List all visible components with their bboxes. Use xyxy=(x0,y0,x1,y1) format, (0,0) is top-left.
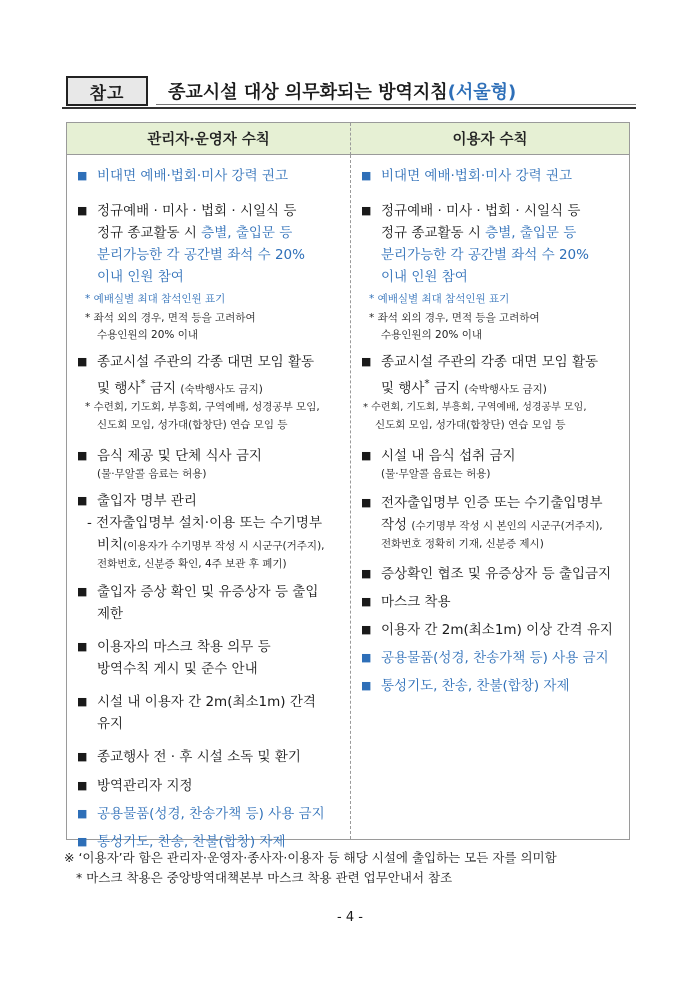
note: * 예배실별 최대 참석인원 표기 xyxy=(85,293,226,305)
square-bullet-icon: ■ xyxy=(77,204,88,217)
header-rule xyxy=(62,107,636,109)
column-header-manager: 관리자·운영자 수칙 xyxy=(67,123,351,155)
note: (물·무알콜 음료는 허용) xyxy=(97,468,207,480)
square-bullet-icon: ■ xyxy=(77,585,88,598)
note: 신도회 모임, 성가대(합창단) 연습 모임 등 xyxy=(97,419,288,431)
note: (물·무알콜 음료는 허용) xyxy=(381,468,491,480)
column-divider xyxy=(350,155,351,839)
note: 전화번호 정확히 기재, 신분증 제시) xyxy=(381,538,544,550)
section-header xyxy=(62,74,636,110)
square-bullet-icon: ■ xyxy=(361,679,372,692)
note: * 좌석 외의 경우, 면적 등을 고려하여 xyxy=(85,312,256,324)
square-bullet-icon: ■ xyxy=(77,695,88,708)
square-bullet-icon: ■ xyxy=(361,449,372,462)
square-bullet-icon: ■ xyxy=(361,595,372,608)
square-bullet-icon: ■ xyxy=(361,567,372,580)
list-item-detail: - 전자출입명부 설치·이용 또는 수기명부 xyxy=(87,515,322,531)
square-bullet-icon: ■ xyxy=(361,623,372,636)
square-bullet-icon: ■ xyxy=(361,355,372,368)
footnote: * 마스크 착용은 중앙방역대책본부 마스크 착용 관련 업무안내서 참조 xyxy=(76,870,453,885)
square-bullet-icon: ■ xyxy=(361,204,372,217)
reference-tag: 참고 xyxy=(66,76,148,106)
square-bullet-icon: ■ xyxy=(77,807,88,820)
square-bullet-icon: ■ xyxy=(77,750,88,763)
square-bullet-icon: ■ xyxy=(77,835,88,848)
note: 수용인원의 20% 이내 xyxy=(381,329,483,341)
square-bullet-icon: ■ xyxy=(77,640,88,653)
square-bullet-icon: ■ xyxy=(361,169,372,182)
title-main: 종교시설 대상 의무화되는 방역지침 xyxy=(168,82,448,103)
list-item-detail: 비치(이용자가 수기명부 작성 시 시군구(거주지), xyxy=(97,537,325,553)
note: * 수련회, 기도회, 부흥회, 구역예배, 성경공부 모임, xyxy=(85,401,320,413)
page-number: - 4 - xyxy=(337,910,363,925)
note: 수용인원의 20% 이내 xyxy=(97,329,199,341)
square-bullet-icon: ■ xyxy=(77,779,88,792)
square-bullet-icon: ■ xyxy=(361,651,372,664)
square-bullet-icon: ■ xyxy=(77,355,88,368)
header-rule-thin xyxy=(156,104,636,105)
note: 신도회 모임, 성가대(합창단) 연습 모임 등 xyxy=(375,419,566,431)
square-bullet-icon: ■ xyxy=(77,494,88,507)
note: * 좌석 외의 경우, 면적 등을 고려하여 xyxy=(369,312,540,324)
page-title xyxy=(168,78,516,104)
note: * 예배실별 최대 참석인원 표기 xyxy=(369,293,510,305)
column-header-user: 이용자 수칙 xyxy=(351,123,629,155)
square-bullet-icon: ■ xyxy=(77,169,88,182)
rules-table: 관리자·운영자 수칙 이용자 수칙 ■ 비대면 예배·법회·미사 강력 권고 ■ 정규예배 · 미사 · 법회 · 시일식 등 정규 종교활동 시 층별, 출입문 등 분리가능한 각 공간별 좌석 수 20% 이내 인원 참여 * 예배실별 최대 참석인원 표기 * 좌석 외의 경우, 면적 등을 고려하여 수용인원의 20% 이내 ■ 종교시설 주관의 각종 대면 모임 활동 및 행사* 금지 (숙박행사도 금지) * 수련회, 기도회, 부흥회, 구역예배, 성경공부 모임, 신도회 모임, 성가대(합창단) 연습 모임 등 ■ 음식 제공 및 단체 식사 금지 (물·무알콜 음료는 허용) ■ 출입자 명부 관리 - 전자출입명부 설치·이용 또는 수기명부 비치(이용자가 수기명부 작성 시 시군구(거주지), 전화번호, 신분증 확인, 4주 보관 후 폐기) ■ 출입자 증상 확인 및 유증상자 등 출입 제한 ■ 이용자의 마스크 착용 의무 등 방역수칙 게시 및 준수 안내 ■ 시설 내 이용자 간 2m(최소1m) 간격 유지 ■ 종교행사 전 · 후 시설 소독 및 환기 ■ 방역관리자 지정 ■ 공용물품(성경, 찬송가책 등) 사용 금지 ■ 통성기도, 찬송, 찬불(합창) 자제 ■ 비대면 예배·법회·미사 강력 권고 ■ 정규예배 · 미사 · 법회 · 시일식 등 정규 종교활동 시 층별, 출입문 등 분리가능한 각 공간별 좌석 수 20% 이내 인원 참여 * 예배실별 최대 참석인원 표기 * 좌석 외의 경우, 면적 등을 고려하여 수용인원의 20% 이내 ■ 종교시설 주관의 각종 대면 모임 활동 및 행사* 금지 (숙박행사도 금지) * 수련회, 기도회, 부흥회, 구역예배, 성경공부 모임, 신도회 모임, 성가대(합창단) 연습 모임 등 ■ 시설 내 음식 섭취 금지 (물·무알콜 음료는 허용) ■ 전자출입명부 인증 또는 수기출입명부 작성 (수기명부 작성 시 본인의 시군구(거주지), 전화번호 정확히 기재, 신분증 제시) ■ 증상확인 협조 및 유증상자 등 출입금지 ■ 마스크 착용 ■ 이용자 간 2m(최소1m) 이상 간격 유지 ■ 공용물품(성경, 찬송가책 등) 사용 금지 ■ 통성기도, 찬송, 찬불(합창) 자제 xyxy=(66,122,630,840)
title-accent: (서울형) xyxy=(447,82,517,103)
square-bullet-icon: ■ xyxy=(361,496,372,509)
note: * 수련회, 기도회, 부흥회, 구역예배, 성경공부 모임, xyxy=(363,402,587,413)
square-bullet-icon: ■ xyxy=(77,449,88,462)
footnote: ※ ‘이용자’라 함은 관리자·운영자·종사자·이용자 등 해당 시설에 출입하는 모든 자를 의미함 xyxy=(64,850,557,865)
note: 전화번호, 신분증 확인, 4주 보관 후 폐기) xyxy=(97,558,287,570)
